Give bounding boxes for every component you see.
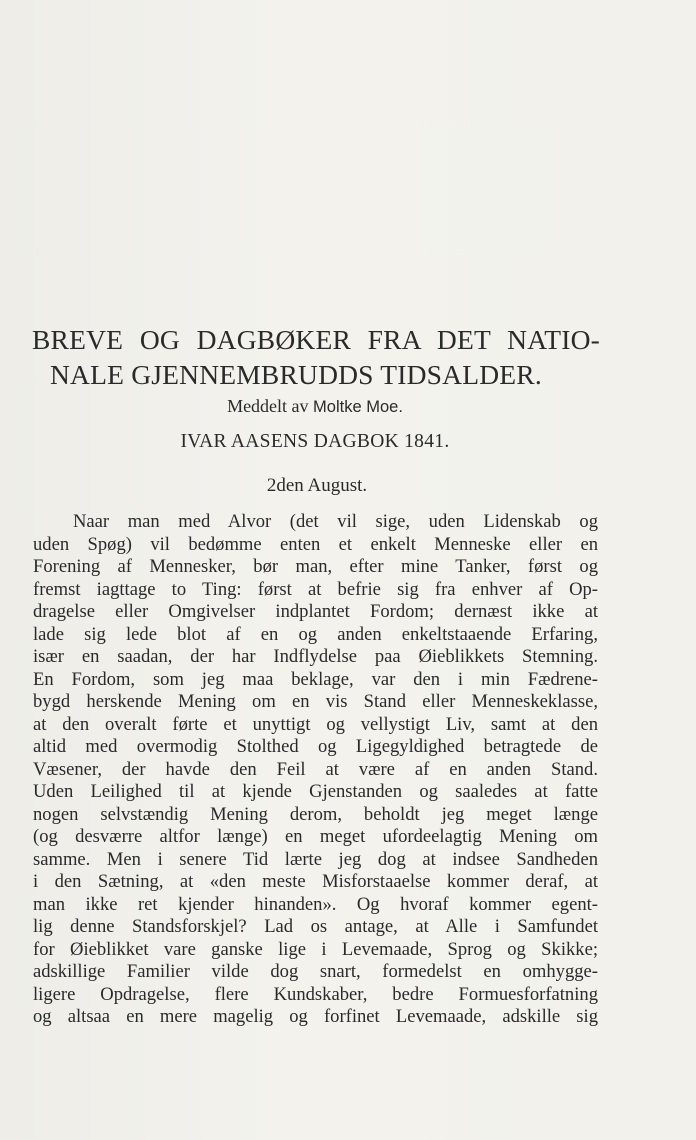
text-line: for Øieblikket vare ganske lige i Levemaade, Sprog og Skikke; — [33, 938, 598, 960]
text-line: uden Spøg) vil bedømme enten et enkelt Menneske eller en — [33, 533, 598, 555]
article-title-line-1: BREVE OG DAGBØKER FRA DET NATIO- — [32, 324, 600, 355]
text-line: dragelse eller Omgivelser indplantet Fordom; dernæst ikke at — [33, 601, 598, 622]
body-text — [33, 511, 598, 1029]
text-line: adskillige Familier vilde dog snart, formedelst en omhygge- — [33, 961, 598, 982]
text-line: man ikke ret kjender hinanden». Og hvoraf kommer egent- — [33, 893, 598, 915]
text-line: ligere Opdragelse, flere Kundskaber, bedre Formuesforfatning — [33, 983, 598, 1005]
text-line: Uden Leilighed til at kjende Gjenstanden og saaledes at fatte — [33, 781, 598, 802]
text-line: samme. Men i senere Tid lærte jeg dog at indsee Sandheden — [33, 848, 598, 870]
text-line: Forening af Mennesker, bør man, efter mine Tanker, først og — [33, 556, 598, 577]
text-line: især en saadan, der har Indflydelse paa Øieblikkets Stemning. — [33, 646, 598, 667]
text-line: Væsener, der havde den Feil at være af en anden Stand. — [33, 758, 598, 780]
text-line: altid med overmodig Stolthed og Ligegyldighed betragtede de — [33, 736, 598, 757]
article-title-line-2: NALE GJENNEMBRUDDS TIDSALDER. — [50, 359, 542, 390]
text-line: (og desværre altfor længe) en meget ufordeelagtig Mening om — [33, 826, 598, 847]
text-line: nogen selvstændig Mening derom, beholdt jeg meget længe — [33, 803, 598, 825]
text-line: lade sig lede blot af en og anden enkeltstaaende Erfaring, — [33, 623, 598, 645]
text-line: i den Sætning, at «den meste Misforstaaelse kommer deraf, at — [33, 871, 598, 892]
text-line: og altsaa en mere magelig og forfinet Levemaade, adskille sig — [33, 1006, 598, 1027]
section-subtitle: IVAR AASENS DAGBOK 1841. — [180, 431, 450, 452]
text-line: at den overalt førte et unyttigt og vellystigt Liv, samt at den — [33, 713, 598, 735]
byline-prefix: Meddelt av — [227, 396, 314, 416]
entry-date: 2den August. — [266, 475, 368, 496]
byline-author: Moltke Moe. — [313, 398, 403, 416]
byline — [0, 397, 630, 416]
text-line: Naar man med Alvor (det vil sige, uden Lidenskab og — [73, 511, 598, 532]
text-line: lig denne Standsforskjel? Lad os antage, at Alle i Samfundet — [33, 916, 598, 937]
text-line: bygd herskende Mening om en vis Stand eller Menneskeklasse, — [33, 691, 598, 712]
text-line: En Fordom, som jeg maa beklage, var den i min Fædrene- — [33, 668, 598, 690]
text-line: fremst iagttage to Ting: først at befrie sig fra enhver af Op- — [33, 578, 598, 600]
